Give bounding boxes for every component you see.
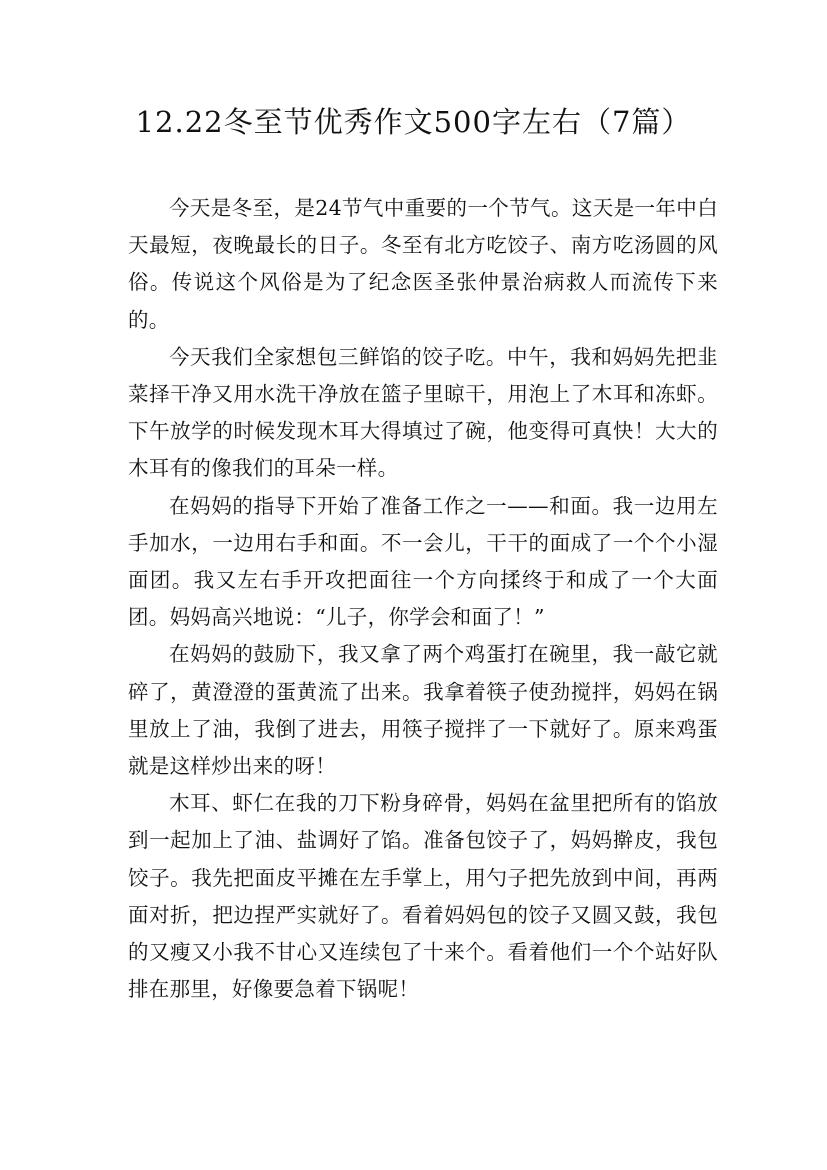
paragraph: 在妈妈的指导下开始了准备工作之一——和面。我一边用左手加水，一边用右手和面。不一会儿，干干的面成了一个个小湿面团。我又左右手开攻把面往一个方向揉终于和成了一个大面团。妈妈高兴地说：“儿子，你学会和面了！” [128, 493, 718, 630]
paragraph: 今天是冬至，是24节气中重要的一个节气。这天是一年中白天最短，夜晚最长的日子。冬至有北方吃饺子、南方吃汤圆的风俗。传说这个风俗是为了纪念医圣张仲景治病救人而流传下来的。 [128, 196, 718, 332]
paragraph: 木耳、虾仁在我的刀下粉身碎骨，妈妈在盆里把所有的馅放到一起加上了油、盐调好了馅。准备包饺子了，妈妈擀皮，我包饺子。我先把面皮平摊在左手掌上，用勺子把先放到中间，再两面对折，把边捏严实就好了。看着妈妈包的饺子又圆又鼓，我包的又瘦又小我不甘心又连续包了十来个。看着他们一个个站好队排在那里，好像要急着下锅呢！ [128, 791, 718, 1002]
document-title: 12.22冬至节优秀作文500字左右（7篇） [135, 105, 692, 139]
document-body [128, 190, 718, 1008]
paragraph: 今天我们全家想包三鲜馅的饺子吃。中午，我和妈妈先把韭菜择干净又用水洗干净放在篮子里晾干，用泡上了木耳和冻虾。下午放学的时候发现木耳大得填过了碗，他变得可真快！大大的木耳有的像我们的耳朵一样。 [128, 344, 718, 481]
paragraph: 在妈妈的鼓励下，我又拿了两个鸡蛋打在碗里，我一敲它就碎了，黄澄澄的蛋黄流了出来。我拿着筷子使劲搅拌，妈妈在锅里放上了油，我倒了进去，用筷子搅拌了一下就好了。原来鸡蛋就是这样炒出来的呀！ [128, 642, 718, 779]
